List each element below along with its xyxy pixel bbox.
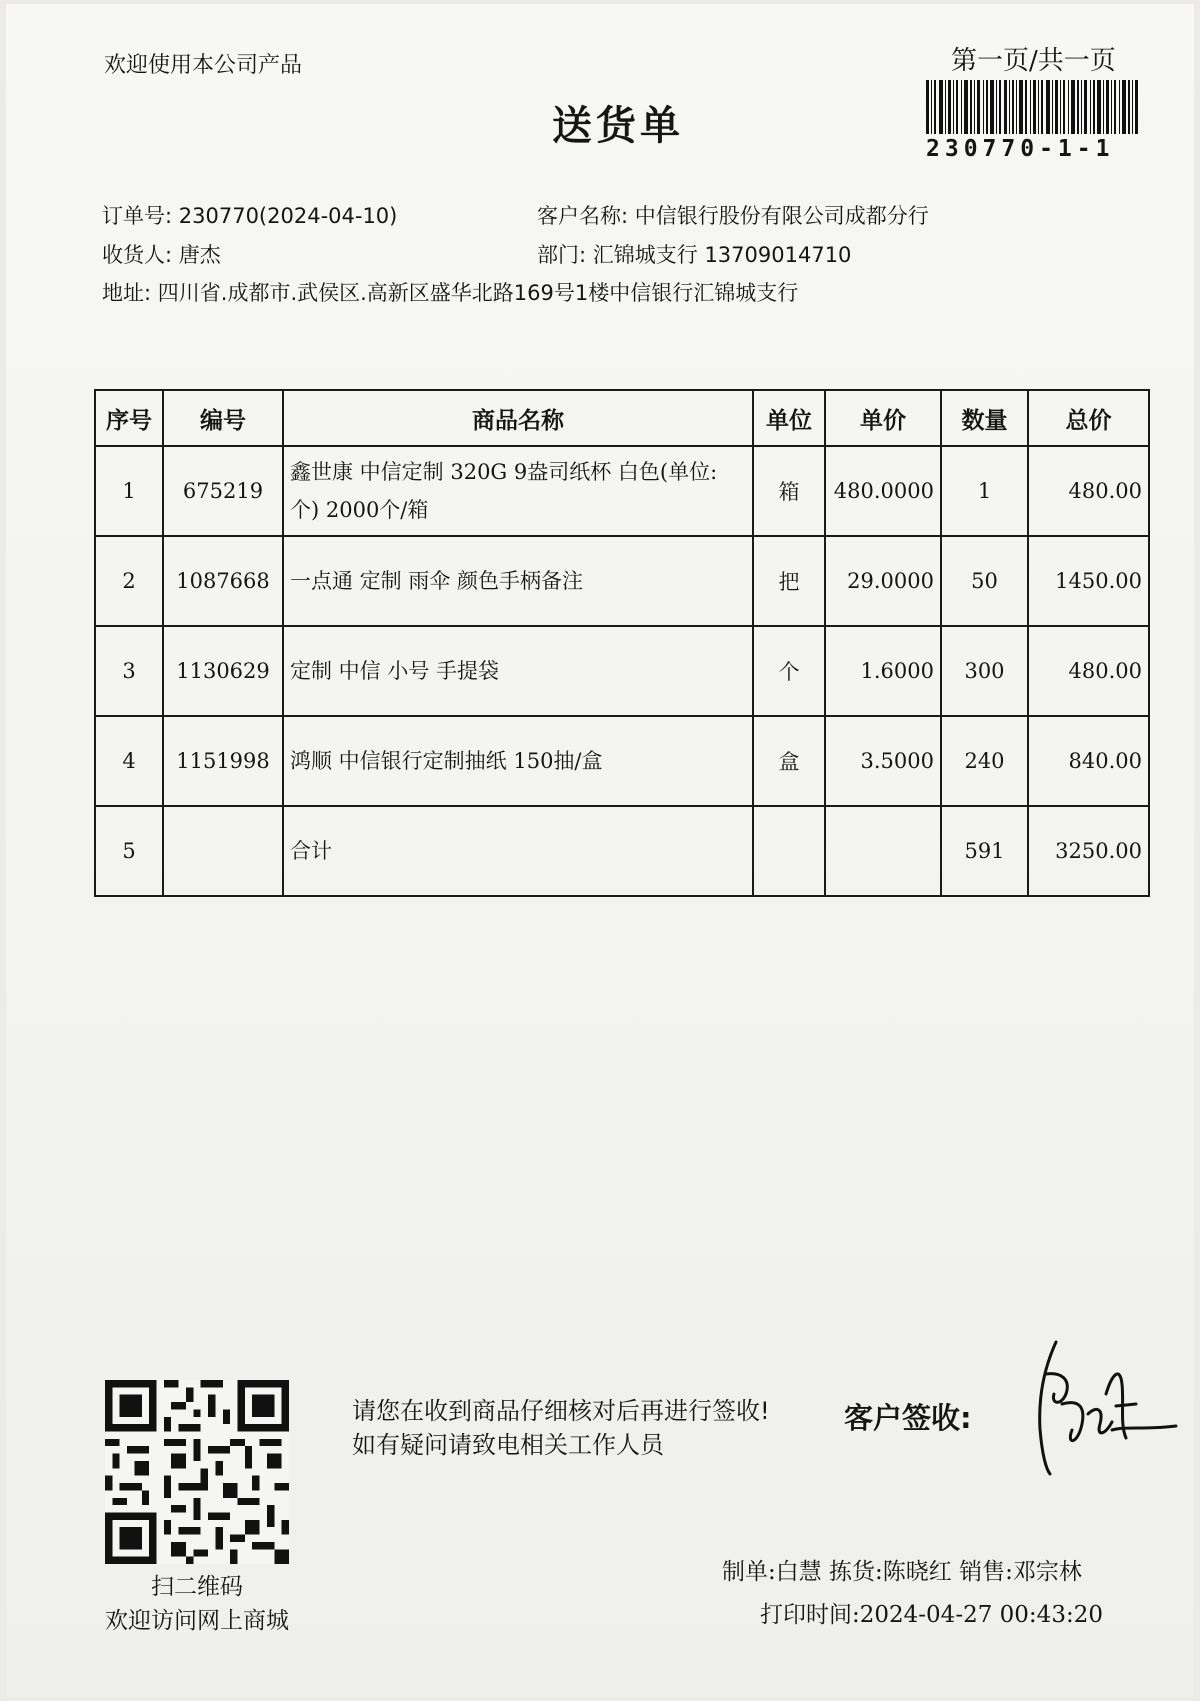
page-info: 第一页/共一页 (951, 46, 1116, 76)
header-qty: 数量 (941, 390, 1028, 446)
receiver (102, 239, 221, 269)
cell-price: 480.0000 (825, 446, 941, 536)
cell-unit: 个 (753, 626, 825, 716)
barcode-icon (926, 80, 1138, 134)
order-number (102, 200, 397, 230)
notice-text: 请您在收到商品仔细核对后再进行签收!如有疑问请致电相关工作人员 (352, 1397, 770, 1459)
cell-code: 675219 (163, 446, 283, 536)
header-unit: 单位 (753, 390, 825, 446)
header-code: 编号 (163, 390, 283, 446)
table-row-total (95, 806, 1149, 896)
cell-unit: 把 (753, 536, 825, 626)
department (537, 239, 851, 269)
page-title: 送货单 (552, 103, 684, 149)
dept-value: 汇锦城支行 13709014710 (592, 243, 852, 267)
qr-caption (92, 1570, 302, 1638)
address (102, 277, 798, 307)
qr-caption-line-1: 扫二维码 (151, 1574, 243, 1600)
cell-total: 1450.00 (1028, 536, 1149, 626)
cell-name: 合计 (283, 806, 753, 896)
cell-total: 840.00 (1028, 716, 1149, 806)
cell-name: 鸿顺 中信银行定制抽纸 150抽/盒 (283, 716, 753, 806)
cell-seq: 3 (95, 626, 163, 716)
cell-seq: 5 (95, 806, 163, 896)
customer-label: 客户名称: (537, 204, 629, 228)
order-value: 230770(2024-04-10) (178, 204, 398, 228)
cell-total: 480.00 (1028, 626, 1149, 716)
cell-qty: 591 (941, 806, 1028, 896)
cell-price: 29.0000 (825, 536, 941, 626)
cell-price (825, 806, 941, 896)
customer-name (537, 200, 929, 230)
dept-label: 部门: (537, 243, 587, 267)
cell-code: 1130629 (163, 626, 283, 716)
customer-sign-label: 客户签收: (844, 1401, 972, 1435)
cell-code: 1087668 (163, 536, 283, 626)
table-header-row (95, 390, 1149, 446)
cell-price: 1.6000 (825, 626, 941, 716)
delivery-note-paper (6, 4, 1194, 1697)
cell-total: 480.00 (1028, 446, 1149, 536)
cell-seq: 2 (95, 536, 163, 626)
cell-name: 一点通 定制 雨伞 颜色手柄备注 (283, 536, 753, 626)
cell-seq: 4 (95, 716, 163, 806)
address-label: 地址: (102, 281, 152, 305)
header-total: 总价 (1028, 390, 1149, 446)
header-name: 商品名称 (283, 390, 753, 446)
address-value: 四川省.成都市.武侯区.高新区盛华北路169号1楼中信银行汇锦城支行 (157, 281, 799, 305)
cell-name: 定制 中信 小号 手提袋 (283, 626, 753, 716)
qr-caption-line-2: 欢迎访问网上商城 (105, 1608, 289, 1634)
cell-unit (753, 806, 825, 896)
cell-qty: 1 (941, 446, 1028, 536)
cell-code: 1151998 (163, 716, 283, 806)
cell-qty: 50 (941, 536, 1028, 626)
header-seq: 序号 (95, 390, 163, 446)
cell-name: 鑫世康 中信定制 320G 9盎司纸杯 白色(单位:个) 2000个/箱 (283, 446, 753, 536)
print-time: 打印时间:2024-04-27 00:43:20 (760, 1602, 1103, 1628)
cell-qty: 300 (941, 626, 1028, 716)
customer-value: 中信银行股份有限公司成都分行 (634, 204, 929, 228)
cell-total: 3250.00 (1028, 806, 1149, 896)
items-table (94, 389, 1150, 897)
cell-seq: 1 (95, 446, 163, 536)
cell-code (163, 806, 283, 896)
signature-icon (1016, 1334, 1186, 1484)
order-label: 订单号: (102, 204, 173, 228)
qr-code-icon[interactable] (105, 1380, 289, 1564)
cell-unit: 盒 (753, 716, 825, 806)
table-row (95, 716, 1149, 806)
receiver-label: 收货人: (102, 243, 173, 267)
table-row (95, 626, 1149, 716)
table-row (95, 446, 1149, 536)
table-row (95, 536, 1149, 626)
cell-price: 3.5000 (825, 716, 941, 806)
header-price: 单价 (825, 390, 941, 446)
staff-info: 制单:白慧 拣货:陈晓红 销售:邓宗林 (722, 1559, 1082, 1585)
receiver-value: 唐杰 (178, 243, 221, 267)
cell-unit: 箱 (753, 446, 825, 536)
cell-qty: 240 (941, 716, 1028, 806)
welcome-text: 欢迎使用本公司产品 (104, 53, 303, 78)
barcode-number: 230770-1-1 (926, 136, 1115, 162)
